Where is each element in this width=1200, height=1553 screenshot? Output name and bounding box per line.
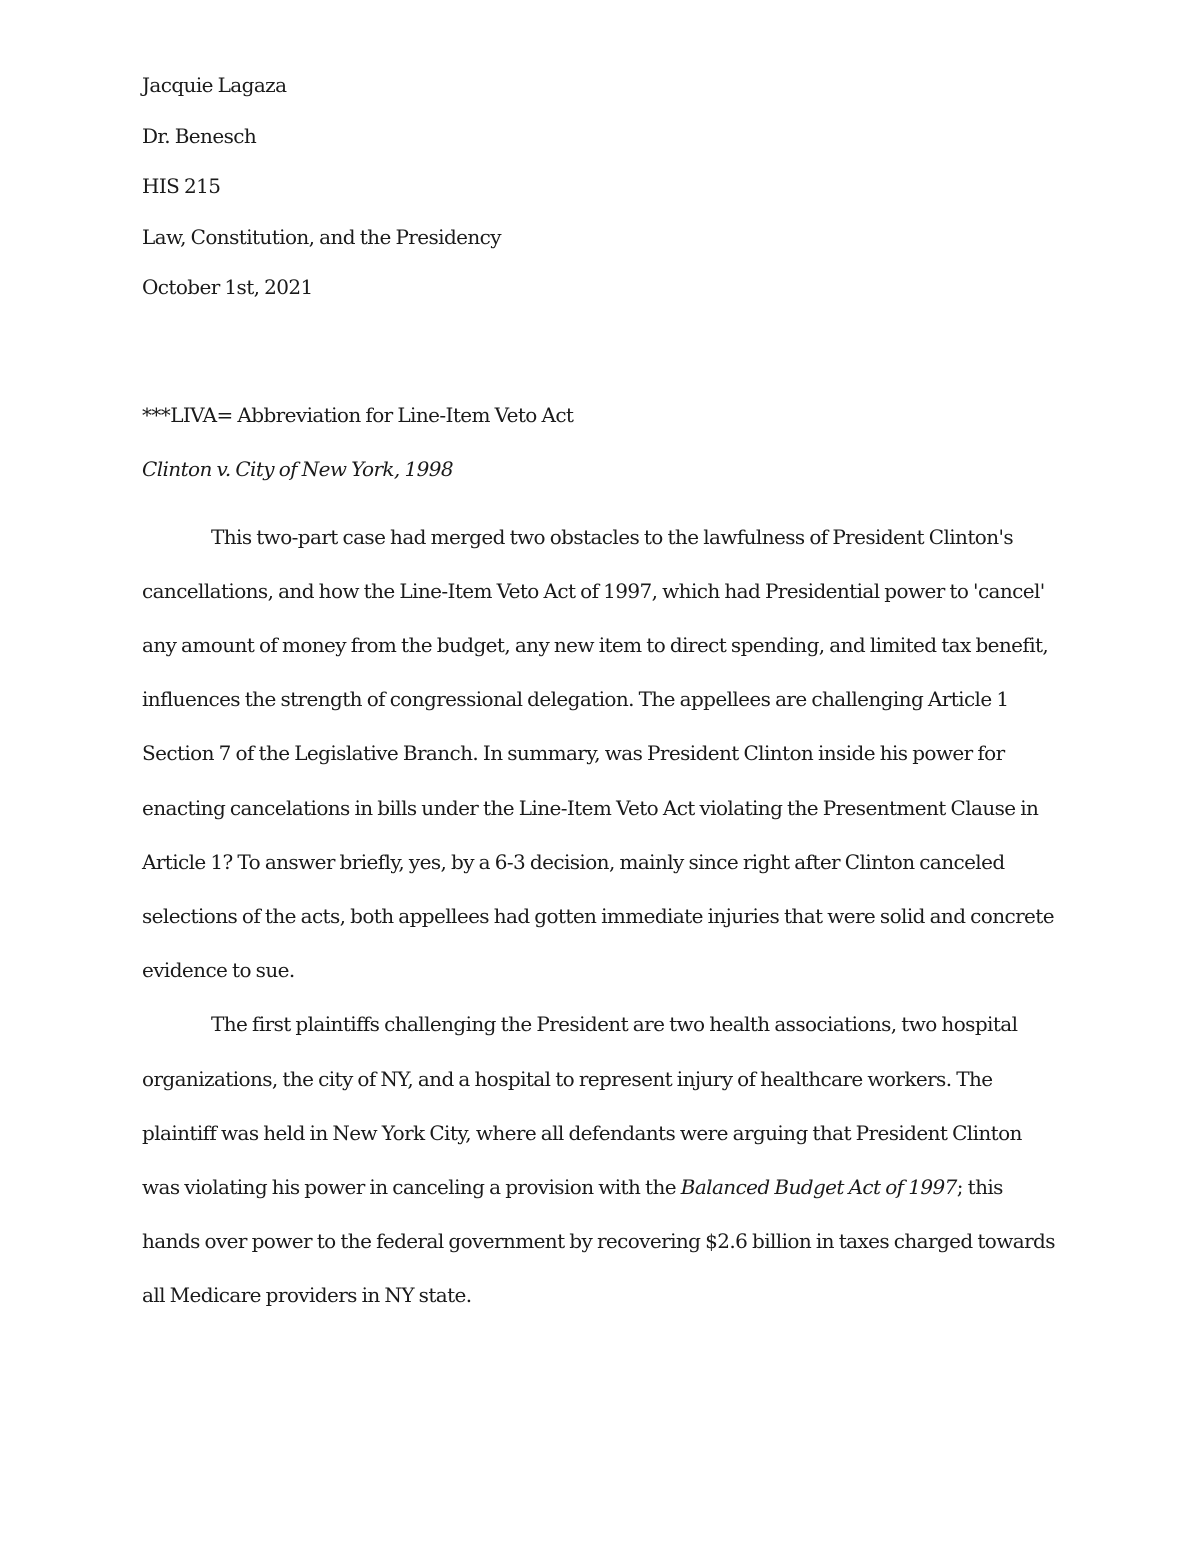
paragraph-2-text-start: The first plaintiffs challenging the President are two health associations, two hospital organizations, the city of NY, and a hospital to represent injury of healthcare workers. The plaintiff was held in New York City, where all defendants were arguing that President Clinton was violating his power in canceling a provision with the <box>142 1012 1022 1199</box>
case-title: Clinton v. City of New York, 1998 <box>142 456 453 481</box>
instructor-name: Dr. Benesch <box>142 123 257 148</box>
document-body <box>142 68 1058 1323</box>
paragraph-2 <box>142 997 1058 1322</box>
document-date: October 1st, 2021 <box>142 275 313 299</box>
paragraph-1: This two-part case had merged two obstacles to the lawfulness of President Clinton's cancellations, and how the Line-Item Veto Act of 1997, which had Presidential power to 'cancel' any amount of money from the budget, any new item to direct spending, and limited tax benefit, influences the strength of congressional delegation. The appellees are challenging Article 1 Section 7 of the Legislative Branch. In summary, was President Clinton inside his power for enacting cancelations in bills under the Line-Item Veto Act violating the Presentment Clause in Article 1? To answer briefly, yes, by a 6-3 decision, mainly since right after Clinton canceled selections of the acts, both appellees had gotten immediate injuries that were solid and concrete evidence to sue. <box>142 524 1054 983</box>
author-name: Jacquie Lagaza <box>142 73 287 97</box>
abbreviation-note: ***LIVA= Abbreviation for Line-Item Veto Act <box>142 402 574 427</box>
section-spacer <box>142 321 1058 398</box>
course-code: HIS 215 <box>142 174 221 198</box>
paragraph-2-text-end: ; this hands over power to the federal government by recovering $2.6 billion in taxes charged towards all Medicare providers in NY state. <box>142 1174 1055 1308</box>
course-title: Law, Constitution, and the Presidency <box>142 224 501 249</box>
act-name-italic: Balanced Budget Act of 1997 <box>680 1174 957 1199</box>
